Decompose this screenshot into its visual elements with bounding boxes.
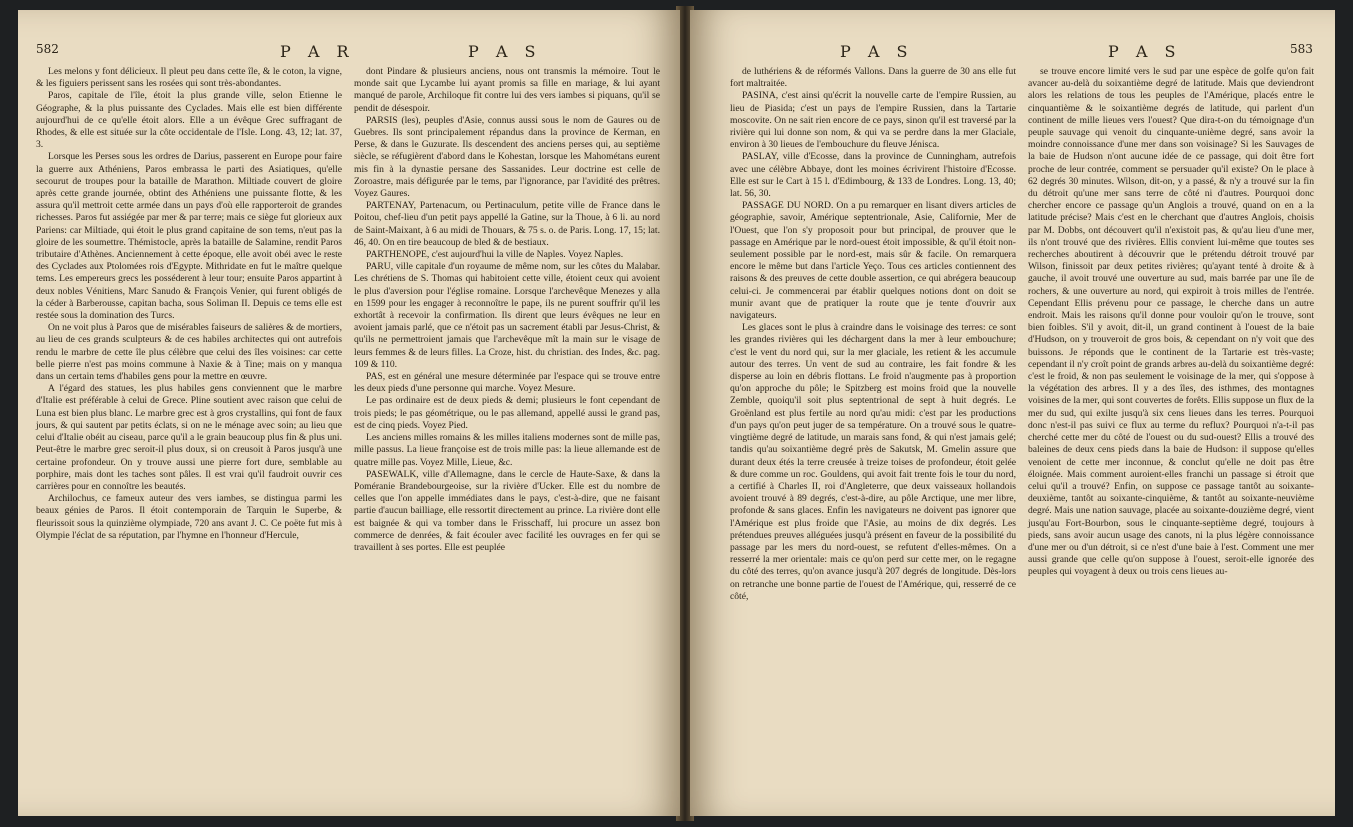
paragraph: Paros, capitale de l'île, étoit la plus grande ville, selon Etienne le Géographe, & la plus puissante des Cyclades. Mais elle est bien différente aujourd'hui de ce qu'elle étoit alors. Elle a un évêque Grec suffragant de Rhodes, & elle est située sur la côte occidentale de l'Isle. Long. 43, 12; lat. 37, 3. bbox=[36, 90, 342, 151]
paragraph: Les melons y font délicieux. Il pleut peu dans cette île, & le coton, la vigne, & les figuiers perissent sans les rosées qui sont très-abondantes. bbox=[36, 66, 342, 90]
paragraph: Les glaces sont le plus à craindre dans le voisinage des terres: ce sont les grandes rivières qui les déchargent dans la mer à leur embouchure; c'est le vent du nord qui, sur la mer glaciale, les retient & les accumule autour des terres. Un vent de sud au contraire, les fait fondre & les disperse au loin en débris flottans. Le froid n'augmente pas à proportion qu'on approche du pôle; le Spitzberg est moins froid que la nouvelle Zemble, quoiqu'il soit plus septentrional de sept à huit degrés. Le Groënland est plus fertile au nord qu'au midi: c'est par les productions d'un pays qu'on peut juger de sa température. On a trouvé sous le quatre-vingtième degré de latitude, un marais sans fond, & qui n'est jamais gelé; tandis qu'au soixantième degré près de Sakutsk, M. Gmelin assure que durant deux étés la terre creusée à treize toises de profondeur, étoit gelée & dure comme un roc. Gouldens, qui avoit fait trente fois le tour du nord, a certifié à Charles II, roi d'Angleterre, que deux vaisseaux hollandois avoient trouvé à 89 degrés, c'est-à-dire, au pôle Arctique, une mer libre, profonde & sans glaces. Enfin les navigateurs ne doivent pas ignorer que l'Amérique est plus froide que l'Asie, au moins de dix degrés. Les prétendues preuves alléguées jusqu'à présent en faveur de la possibilité du passage par les mers du nord-ouest, se refutent d'elles-mêmes. On a resserré la mer orientale: mais ce qu'on perd sur cette mer, on le regagne du côté des terres, qu'on avance jusqu'à 207 degrés de longitude. Dès-lors on retranche une bonne partie de l'ouest de l'Amérique, qui, resserré de ce côté, bbox=[730, 322, 1016, 602]
paragraph: Le pas ordinaire est de deux pieds & demi; plusieurs le font cependant de trois pieds; le pas géométrique, ou le pas allemand, appellé aussi le grand pas, est de cinq pieds. Voyez Pied. bbox=[354, 395, 660, 431]
paragraph: dont Pindare & plusieurs anciens, nous ont transmis la mémoire. Tout le monde sait que Lycambe lui ayant promis sa fille en mariage, & lui ayant manqué de parole, Archiloque fit contre lui des vers iambes si piquans, qu'il se pendit de désespoir. bbox=[354, 66, 660, 114]
left-running-title-b: P A S bbox=[468, 42, 542, 61]
paragraph: PARTHENOPE, c'est aujourd'hui la ville de Naples. Voyez Naples. bbox=[366, 249, 624, 261]
paragraph: PASSAGE DU NORD. On a pu remarquer en lisant divers articles de géographie, savoir, Amérique septentrionale, Asie, Californie, Mer de l'Ouest, que l'on s'y proposoit pour but principal, de prouver que le passage en Amérique par le nord-ouest étoit impossible, & qu'il étoit non-seulement possible par le nord-est, mais sûr & facile. On remarquera encore le même but dans l'article Yeço. Tous ces articles contiennent des raisons & des preuves de cette double assertion, ce qui abrégera beaucoup celui-ci. Je commencerai par établir quelques notions dont on doit se munir avant que de pratiquer la route que je tente d'ouvrir aux navigateurs. bbox=[730, 200, 1016, 322]
paragraph: PARU, ville capitale d'un royaume de même nom, sur les côtes du Malabar. Les chrétiens de S. Thomas qui habitoient cette ville, étoient ceux qui avoient le plus d'aversion pour l'église romaine. Lorsque l'archevêque Menezes y alla en 1599 pour les engager à reconnoître le pape, ils ne purent souffrir qu'il les exhortât à recevoir la confirmation. Ils dirent que leurs évêques ne leur en avoient jamais parlé, que ce n'étoit pas un sacrement établi par Jesus-Christ, & qu'ils ne permettroient jamais que l'archevêque mît la main sur le visage de leurs femmes & de leurs filles. La Croze, hist. du christian. des Indes, &c. pag. 109 & 110. bbox=[354, 261, 660, 370]
paragraph: de luthériens & de réformés Vallons. Dans la guerre de 30 ans elle fut fort maltraitée. bbox=[730, 66, 1016, 90]
paragraph: PARTENAY, Partenacum, ou Pertinaculum, petite ville de France dans le Poitou, chef-lieu d'un petit pays appellé la Gatine, sur la Thoue, à 6 li. au nord de Saint-Maixant, à 6 au midi de Thouars, & 75 s. o. de Paris. Long. 17, 15; lat. 46, 40. On en tire beaucoup de bled & de bestiaux. bbox=[354, 200, 660, 248]
right-page bbox=[690, 10, 1335, 816]
right-column-1 bbox=[730, 66, 1016, 603]
paragraph: se trouve encore limité vers le sud par une espèce de golfe qu'on fait avancer au-delà du soixantième degré de latitude. Mais que deviendront alors les relations de tous les peuples de l'Amérique, placés entre le cinquantième & le soixantième degrés de latitude, qui parlent d'un continent de mille lieues vers l'ouest? Que dira-t-on du témoignage d'un peuple sauvage qui venoit du cinquante-unième degré, sans avoir la moindre connoissance d'une mer dans son voisinage? Si les Sauvages de la baie de Hudson n'ont aucune idée de ce passage, qui doit être fort proche de leur contrée, comment se persuader qu'il existe? On le place à 62 degrés 30 minutes. Wilson, dit-on, y a passé, & n'y a trouvé sur la fin du détroit qu'une mer sans terre de côté ni d'autres. Pourquoi donc chercher encore ce passage qu'un Anglois a trouvé, quand on en a la latitude précise? Mais c'est en le cherchant que d'autres Anglois, choisis par M. Dobbs, ont découvert qu'il n'existoit pas, & qu'au lieu d'une mer, ils n'ont trouvé que des rivières. Ellis convient lui-même que toutes ses recherches aboutirent à découvrir que le prétendu détroit trouvé par Wilson, finissoit par deux petites rivières; qu'ayant tenté à droite & à gauche, il avoit trouvé une ouverture au sud, mais barrée par une île de rochers, & une ouverture au nord, qui expiroit à trois milles de l'entrée. Cependant Ellis prévenu pour ce passage, le cherche dans un autre endroit. Mais les raisons qu'il donne pour vouloir qu'on le trouve, sont bien foibles. S'il y avoit, dit-il, un grand continent à l'ouest de la baie d'Hudson, on y trouveroit de gros bois, & cependant on n'y voit que des buissons. Je réponds que le continent de la Tartarie est très-vaste; cependant il n'y croît point de grands arbres au-delà du soixantième degré: c'est le froid, & non pas seulement le voisinage de la mer, qui s'oppose à la végétation des arbres. Il y a des îles, des isthmes, des montagnes voisines de la mer, qui sont couvertes de forêts. Ellis suppose un flux de la mer du sud, qui exilte jusqu'à six cens lieues dans les terres. Pourquoi donc n'est-il pas suivi ce flux au terme du reflux? Pourquoi n'a-t-il pas cherché cette mer du côté de l'ouest ou du sud-ouest? Ellis a trouvé des baleines de deux cens pieds dans la baie de Hudson: il suppose qu'elles venoient de cette mer inconnue, & conclut qu'elle ne doit pas être éloignée. Mais comment auroient-elles franchi un passage si étroit que celui qu'il a trouvé? Enfin, on suppose ce passage tantôt au soixante-deuxième, tantôt au soixante-cinquième, & tantôt au soixante-neuvième degré. Mais une nation sauvage, placée au soixante-douzième degré, vient jusqu'au Fort-Bourbon, sous le cinquante-septième degré, toujours à pieds, sans avoir aucun usage des canots, ni la plus légère connoissance d'une mer ou d'un détroit, si ce n'est d'une baie à l'est. Comment une mer aussi grande que celle qu'on suppose à l'ouest, seroit-elle ignorée des peuples qui voyagent à deux ou trois cens lieues au- bbox=[1028, 66, 1314, 578]
left-column-1 bbox=[36, 66, 342, 542]
paragraph: Les anciens milles romains & les milles italiens modernes sont de mille pas, mille passus. La lieue françoise est de trois mille pas: la lieue allemande est de quatre mille pas. Voyez Mille, Lieue, &c. bbox=[354, 432, 660, 468]
right-page-number: 583 bbox=[1290, 42, 1313, 56]
paragraph: Lorsque les Perses sous les ordres de Darius, passerent en Europe pour faire la guerre aux Athéniens, Paros embrassa le parti des Asiatiques, qu'elle secourut de troupes pour la bataille de Marathon. Miltiade couvert de gloire après cette grande journée, obtint des Athéniens une puissante flotte, & les assura qu'il mettroit cette armée dans un pays d'où elle rapporteroit de grandes richesses. Paros fut assiégée par mer & par terre; mais ce siège fut glorieux aux Pariens: car Miltiade, qui étoit le plus grand capitaine de son tems, n'eut pas la gloire de les soumettre. Thémistocle, après la bataille de Salamine, rendit Paros tributaire d'Athènes. Anciennement à cette époque, elle avoit obéi avec le reste des Cyclades aux Ptolomées rois d'Egypte. Mithridate en fut le maître quelque tems. Les empereurs grecs les posséderent à leur tour; ensuite Paros appartint à deux nobles Vénitiens, Marc Sanudo & François Venier, qui furent obligés de la céder à Barberousse, capitan bacha, sous Soliman II. Depuis ce tems elle est restée sous la domination des Turcs. bbox=[36, 151, 342, 322]
right-running-title-a: P A S bbox=[840, 42, 914, 61]
left-column-2 bbox=[354, 66, 660, 554]
paragraph: PASLAY, ville d'Ecosse, dans la province de Cunningham, autrefois avec une célèbre Abbaye, dont les moines écrivirent l'histoire d'Ecosse. Elle est sur le Cart à 15 l. d'Edimbourg, & 133 de Londres. Long. 13, 40; lat. 56, 30. bbox=[730, 151, 1016, 200]
paragraph: PAS, est en général une mesure déterminée par l'espace qui se trouve entre les deux pieds d'une personne qui marche. Voyez Mesure. bbox=[354, 371, 660, 395]
left-running-title-a: P A R bbox=[280, 42, 355, 61]
paragraph: PASINA, c'est ainsi qu'écrit la nouvelle carte de l'empire Russien, au lieu de Piasida; c'est un pays de l'empire Russien, dans la Tartarie moscovite. On ne sait rien encore de ce pays, sinon qu'il est traversé par la rivière qui lui donne son nom, & qui va se perdre dans la mer Glaciale, environ à 30 lieues de l'embouchure du fleuve Jénisca. bbox=[730, 90, 1016, 151]
left-page bbox=[18, 10, 680, 816]
paragraph: PASEWALK, ville d'Allemagne, dans le cercle de Haute-Saxe, & dans la Poméranie Brandebourgeoise, sur la rivière d'Ucker. Elle est du nombre de celles que l'on appelle immédiates dans le pays, c'est-à-dire, que ne faisant partie d'aucun bailliage, elle ressortit directement au prince. La rivière dont elle est baignée & qui va tomber dans le Frisschaff, lui procure un assez bon commerce de denrées, & fait écouler avec facilité les ouvrages en fer qui se travaillent à ses portes. Elle est peuplée bbox=[354, 468, 660, 553]
left-page-number: 582 bbox=[36, 42, 59, 56]
paragraph: On ne voit plus à Paros que de misérables faiseurs de salières & de mortiers, au lieu de ces grands sculpteurs & de ces habiles architectes qui ont autrefois rendu le marbre de cette île plus célèbre que celui des îles voisines: car cette belle pierre n'est pas moins commune à Naxie & à Tine; mais on y manqua dans un certain tems d'habiles gens pour la mettre en œuvre. bbox=[36, 322, 342, 383]
paragraph: PARSIS (les), peuples d'Asie, connus aussi sous le nom de Gaures ou de Guebres. Ils sont principalement répandus dans la province de Kerman, en Perse, & dans le Guzurate. Ils descendent des anciens perses qui, au septième siècle, se réfugièrent d'abord dans le Kohestan, lorsque les Mahométans eurent mis fin à la dynastie persane des Sassanides. Leur doctrine est celle de Zoroastre, mais défigurée par le tems, par l'ignorance, par l'avidité des prêtres. Voyez Gaures. bbox=[354, 114, 660, 200]
paragraph: Archilochus, ce fameux auteur des vers iambes, se distingua parmi les beaux génies de Paros. Il étoit contemporain de Tarquin le Superbe, & fleurissoit sous la quinzième olympiade, 720 ans avant J. C. Ce poëte fut mis à Olympie l'éclat de sa réputation, par l'hymne en l'honneur d'Hercule, bbox=[36, 493, 342, 541]
paragraph: A l'égard des statues, les plus habiles gens conviennent que le marbre d'Italie est préférable à celui de Grece. Pline soutient avec raison que celui de Luna est bien plus blanc. Le marbre grec est à gros crystallins, qui font de faux jours, & qui sautent par petits éclats, si on ne le ménage avec soin; au lieu que celui d'Italie obéit au ciseau, parce qu'il a le grain beaucoup plus fin & plus uni. Peut-être le marbre grec seroit-il plus doux, si on creusoit à Paros jusqu'à une certaine profondeur. On y trouve aussi une pierre fort dure, semblable au porphire, mais dont les taches sont pâles. Il est vrai qu'il faudroit ouvrir ces carrières pour en connoître les beautés. bbox=[36, 383, 342, 492]
right-column-2 bbox=[1028, 66, 1314, 579]
right-running-title-b: P A S bbox=[1108, 42, 1182, 61]
